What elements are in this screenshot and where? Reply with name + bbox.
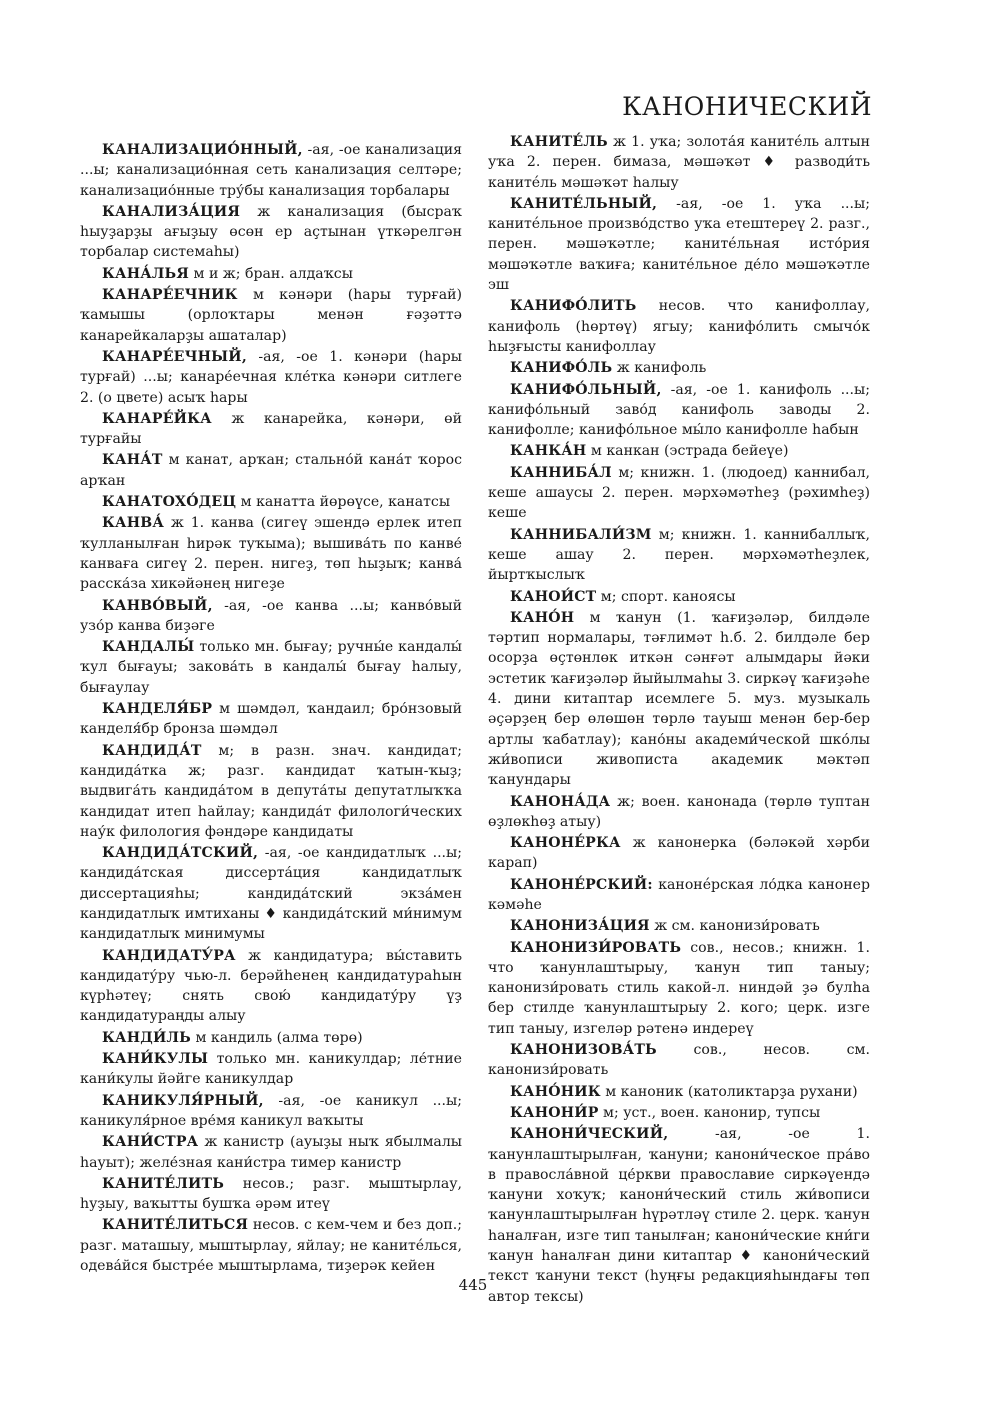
entry-definition: м; книжн. 1. (людоед) каннибал, кеше ашаусы 2. перен. мәрхәмәтһеҙ (рәхимһеҙ) кеше [488,464,870,522]
entry-headword: КАНАРЕ́ЙКА [102,410,212,427]
entry-definition: м кандиль (алма төрө) [190,1029,363,1046]
entry-definition: сов., несов. см. канонизи́ровать [488,1042,870,1079]
entry-headword: КАНА́ЛЬЯ [102,265,190,282]
entry-definition: ж канистр (ауыҙы ныҡ ябылмалы һауыт); желе́зная кани́стра тимер канистр [80,1134,462,1171]
entry-headword: КАНИФО́ЛЬНЫЙ, [510,381,662,398]
dictionary-entry [488,296,870,357]
entry-headword: КАНИ́КУЛЫ [102,1051,209,1068]
entry-headword: КАНИ́СТРА [102,1134,199,1151]
dictionary-entry [80,596,462,637]
dictionary-entry [488,916,870,936]
entry-headword: КАНИФО́ЛИТЬ [510,298,637,315]
entry-definition: ж 1. уҡа; золота́я канитéль алтын уҡа 2. перен. бимаза, мәшәҡәт ♦ разводи́ть канитéль мәшәҡәт һалыу [488,134,870,191]
entry-definition: ж канонерка (бәләкәй хәрби карап) [488,835,870,872]
entry-definition: ж канарейка, кәнәри, өй турғайы [80,410,462,448]
dictionary-entry [488,587,870,607]
entry-headword: КАНАЛИЗАЦИО́ННЫЙ, [102,142,303,158]
entry-definition: только мн. бығау; ручны́е кандалы́ ҡул бығауы; закова́ть в кандалы́ бығау һалыу, бығаулау [80,639,462,696]
entry-headword: КАНО́НИК [510,1083,601,1100]
dictionary-entry [80,1091,462,1132]
dictionary-entry [80,843,462,944]
dictionary-entry [488,608,870,791]
dictionary-entry [488,792,870,833]
dictionary-entry [488,1040,870,1081]
entry-definition: ж кандидатура; вы́ставить кандидату́ру чью-л. берәйһенең кандидатураһын күрһәтеү; снять свою́ кандидату́ру үҙ кандидатураңды алыу [80,947,462,1025]
entry-definition: м ҡанун (1. ҡағиҙәләр, билдәле тәртип нормалары, тәғлимәт һ.б. 2. билдәле бер осорҙа өҫтөнлөк иткән сәнғәт алымдары йәки эстетик ҡағиҙәләр йыйылмаһы 3. сиркәү ҡағиҙәһе 4. дини китаптар исемлеге 5. муз. музыкаль әҫәрҙең бер өлөшөн төрлө тауыш менән бер-бер артлы ҡабатлау); кано́ны академи́ческой шко́лы жи́вописи живописта академик мәктәп ҡанундары [488,609,870,789]
entry-headword: КАНОИ́СТ [510,588,597,605]
dictionary-entry [80,1132,462,1173]
dictionary-entry [80,946,462,1027]
entry-headword: КАНОНИЗА́ЦИЯ [510,918,650,935]
entry-definition: -ая, -ое 1. кәнәри (һары турғай) ...ы; канаре́ечная кле́тка кәнәри ситлеге 2. (о цвете) асыҡ һары [80,348,462,406]
entry-headword: КАНДИДАТУ́РА [102,947,236,964]
entry-headword: КАНВО́ВЫЙ, [102,597,213,614]
dictionary-entry [488,833,870,874]
entry-definition: м; книжн. 1. каннибаллыҡ, кеше ашау 2. перен. мәрхәмәтһеҙлек, йыртҡыслыҡ [488,526,870,584]
running-head: КАНОНИЧЕСКИЙ [622,92,872,121]
dictionary-entry [80,264,462,284]
dictionary-entry [80,637,462,698]
entry-headword: КАНОНИ́Р [510,1104,599,1121]
entry-definition: м канатта йөрөүсе, канатсы [236,494,451,511]
dictionary-entry [80,513,462,594]
entry-definition: несов. что канифоллау, канифоль (һөртөү) ягыу; канифо́лить смычо́к һыҙғысты канифоллау [488,298,870,355]
entry-headword: КАНОНИЗИ́РОВАТЬ [510,939,682,956]
entry-headword: КАНАРЕ́ЕЧНИК [102,287,238,304]
entry-definition: ж канализация (бысраҡ һыуҙарҙы ағыҙыу өсөн ер аҫтынан үткәрелгән торбалар системаһы) [80,203,462,261]
dictionary-entry [488,194,870,295]
entry-definition: м кәнәри (һары турғай) ҡамышы (орлоҡтары менән ғәҙәттә канарейкаларҙы ашаталар) [80,287,462,344]
entry-headword: КАНОНИЗОВА́ТЬ [510,1042,657,1059]
entry-headword: КАННИБА́Л [510,464,612,481]
entry-headword: КАННИБАЛИ́ЗМ [510,526,652,543]
dictionary-entry [80,699,462,740]
dictionary-entry [488,380,870,441]
dictionary-entry [80,492,462,512]
dictionary-entry [80,140,462,201]
entry-definition: м; в разн. знач. кандидат; кандида́тка ж; разг. кандидат ҡатын-ҡыҙ; выдвига́ть кандида́том в депута́ты депутатлыҡҡа кандидат итеп һайлау; кандида́т филологи́ческих нау́к филология фәндәре кандидаты [80,742,462,840]
entry-headword: КАНА́Т [102,452,163,469]
entry-headword: КАНИТЕ́ЛЬНЫЙ, [510,195,658,212]
entry-definition: ж 1. канва (сигеү эшендә ерлек итеп ҡулланылған һирәк туҡыма); вышива́ть по канве́ канваға сигеү 2. перен. нигеҙ, төп һыҙыҡ; канва́ расска́за хикәйәнең нигеҙе [80,515,462,593]
entry-headword: КАНДАЛЫ́ [102,639,195,656]
entry-headword: КАНОНЕ́РКА [510,835,621,852]
entry-definition: -ая, -ое каникул ...ы; каникуля́рное вре́мя каникул ваҡыты [80,1092,462,1129]
dictionary-entry [488,132,870,193]
entry-headword: КАНОНЕ́РСКИЙ: [510,876,653,893]
entry-definition: -ая, -ое канва ...ы; канво́вый узо́р канва биҙәге [80,597,462,634]
entry-headword: КАНИТЕ́ЛИТЬ [102,1175,225,1192]
dictionary-entry [80,450,462,491]
entry-definition: канонéрская ло́дка канонер кәмәһе [488,876,870,913]
entry-definition: м; спорт. каноясы [596,588,736,605]
entry-headword: КАНИКУЛЯ́РНЫЙ, [102,1092,264,1109]
entry-definition: сов., несов.; книжн. 1. что ҡанунлаштырыу, ҡанун тип таныу; канонизи́ровать стиль какой-л. ниндәй ҙә булһа бер стилде ҡанунлаштырыу 2. кого; церк. изге тип таныу, изгеләр рәтенә индереү [488,939,870,1037]
dictionary-entry [80,1174,462,1215]
entry-headword: КАНО́Н [510,609,575,626]
dictionary-entry [488,525,870,586]
entry-definition: только мн. каникулдар; ле́тние кани́кулы йәйге каникулдар [80,1051,462,1088]
entry-definition: м канат, арҡан; стально́й кана́т ҡорос арҡан [80,452,462,489]
page-number: 445 [458,1276,488,1294]
dictionary-entry [80,741,462,842]
dictionary-entry [488,938,870,1039]
entry-definition: ж канифоль [612,360,707,377]
entry-definition: -ая, -ое 1. канифоль ...ы; канифо́льный заво́д канифоль заводы 2. канифолле; канифо́льное мы́ло канифолле һабын [488,381,870,439]
right-column [488,132,870,1308]
dictionary-entry [80,202,462,263]
entry-definition: м канкан (эстрада бейеүе) [586,443,789,460]
entry-definition: м шәмдәл, ҡандаил; бро́нзовый канделя́бр бронза шәмдәл [80,701,462,738]
entry-headword: КАНАРЕ́ЕЧНЫЙ, [102,348,247,365]
entry-definition: ж см. канонизи́ровать [649,918,820,935]
entry-headword: КАНОНИ́ЧЕСКИЙ, [510,1126,669,1143]
entry-headword: КАНДИДА́ТСКИЙ, [102,845,259,862]
entry-headword: КАНДИ́ЛЬ [102,1029,191,1046]
entry-definition: м; уст., воен. канонир, тупсы [598,1104,821,1121]
entry-headword: КАНДЕЛЯ́БР [102,701,213,718]
dictionary-entry [488,1082,870,1102]
entry-headword: КАНВА́ [102,515,165,532]
dictionary-entry [80,1215,462,1276]
entry-headword: КАНОНА́ДА [510,793,611,810]
dictionary-entry [80,347,462,408]
entry-definition: м и ж; бран. алдаҡсы [189,265,353,282]
entry-headword: КАНАЛИЗА́ЦИЯ [102,203,241,220]
dictionary-entry [80,1028,462,1048]
dictionary-entry [488,463,870,524]
entry-definition: -ая, -ое 1. уҡа ...ы; канитéльное произво́дство уҡа етештереү 2. разг., перен. мәшәҡәтле; канитéльная исто́рия мәшәҡәтле ваҡиға; канитéльное де́ло мәшәҡәтле эш [488,195,870,294]
entry-headword: КАНИТЕ́ЛИТЬСЯ [102,1217,249,1234]
dictionary-entry [80,1049,462,1090]
dictionary-entry [488,441,870,461]
entry-definition: ж; воен. канонада (төрлө туптан өҙлөкһөҙ атыу) [488,793,870,830]
entry-definition: м каноник (католиктарҙа рухани) [600,1083,858,1100]
entry-definition: несов. с кем-чем и без доп.; разг. маташыу, мыштырлау, яйлау; не канитéльcя, одева́йся быстре́е мыштырлама, тиҙерәк кейен [80,1217,462,1275]
entry-headword: КАНИТЕ́ЛЬ [510,134,608,150]
entry-definition: -ая, -ое кандидатлыҡ ...ы; кандида́тская диссерта́ция кандидатлыҡ диссертацияһы; кандида́тский экза́мен кандидатлыҡ имтиханы ♦ кандида́тский ми́нимум кандидатлыҡ минимумы [80,845,462,943]
dictionary-entry [488,358,870,378]
dictionary-entry [80,409,462,450]
entry-definition: -ая, -ое 1. ҡанунлаштырылған, ҡануни; канони́ческое пра́во в правосла́вной це́ркви православие сиркәүендә ҡануни хоҡуҡ; канони́ческий стиль жи́вописи ҡанунлаштырылған һүрәтләү стиле 2. церк. ҡанун һаналған, изге тип танылған; канони́ческие кни́ги ҡанун һаналған дини китаптар ♦ канони́ческий текст ҡануни текст (һуңғы редакцияһындағы төп автор тексы) [488,1126,870,1305]
dictionary-entry [488,1103,870,1123]
entry-headword: КАНКА́Н [510,443,587,460]
entry-headword: КАНИФО́ЛЬ [510,360,613,377]
entry-headword: КАНАТОХО́ДЕЦ [102,494,237,511]
dictionary-entry [488,875,870,916]
entry-definition: -ая, -ое канализация ...ы; канализацио́нная сеть канализация селтәре; канализацио́нные тру́бы канализация торбалары [80,142,462,199]
entry-definition: несов.; разг. мыштырлау, һуҙыу, ваҡытты бушҡа әрәм итеү [80,1175,462,1213]
left-column [80,140,462,1277]
entry-headword: КАНДИДА́Т [102,742,202,759]
dictionary-entry [80,285,462,346]
